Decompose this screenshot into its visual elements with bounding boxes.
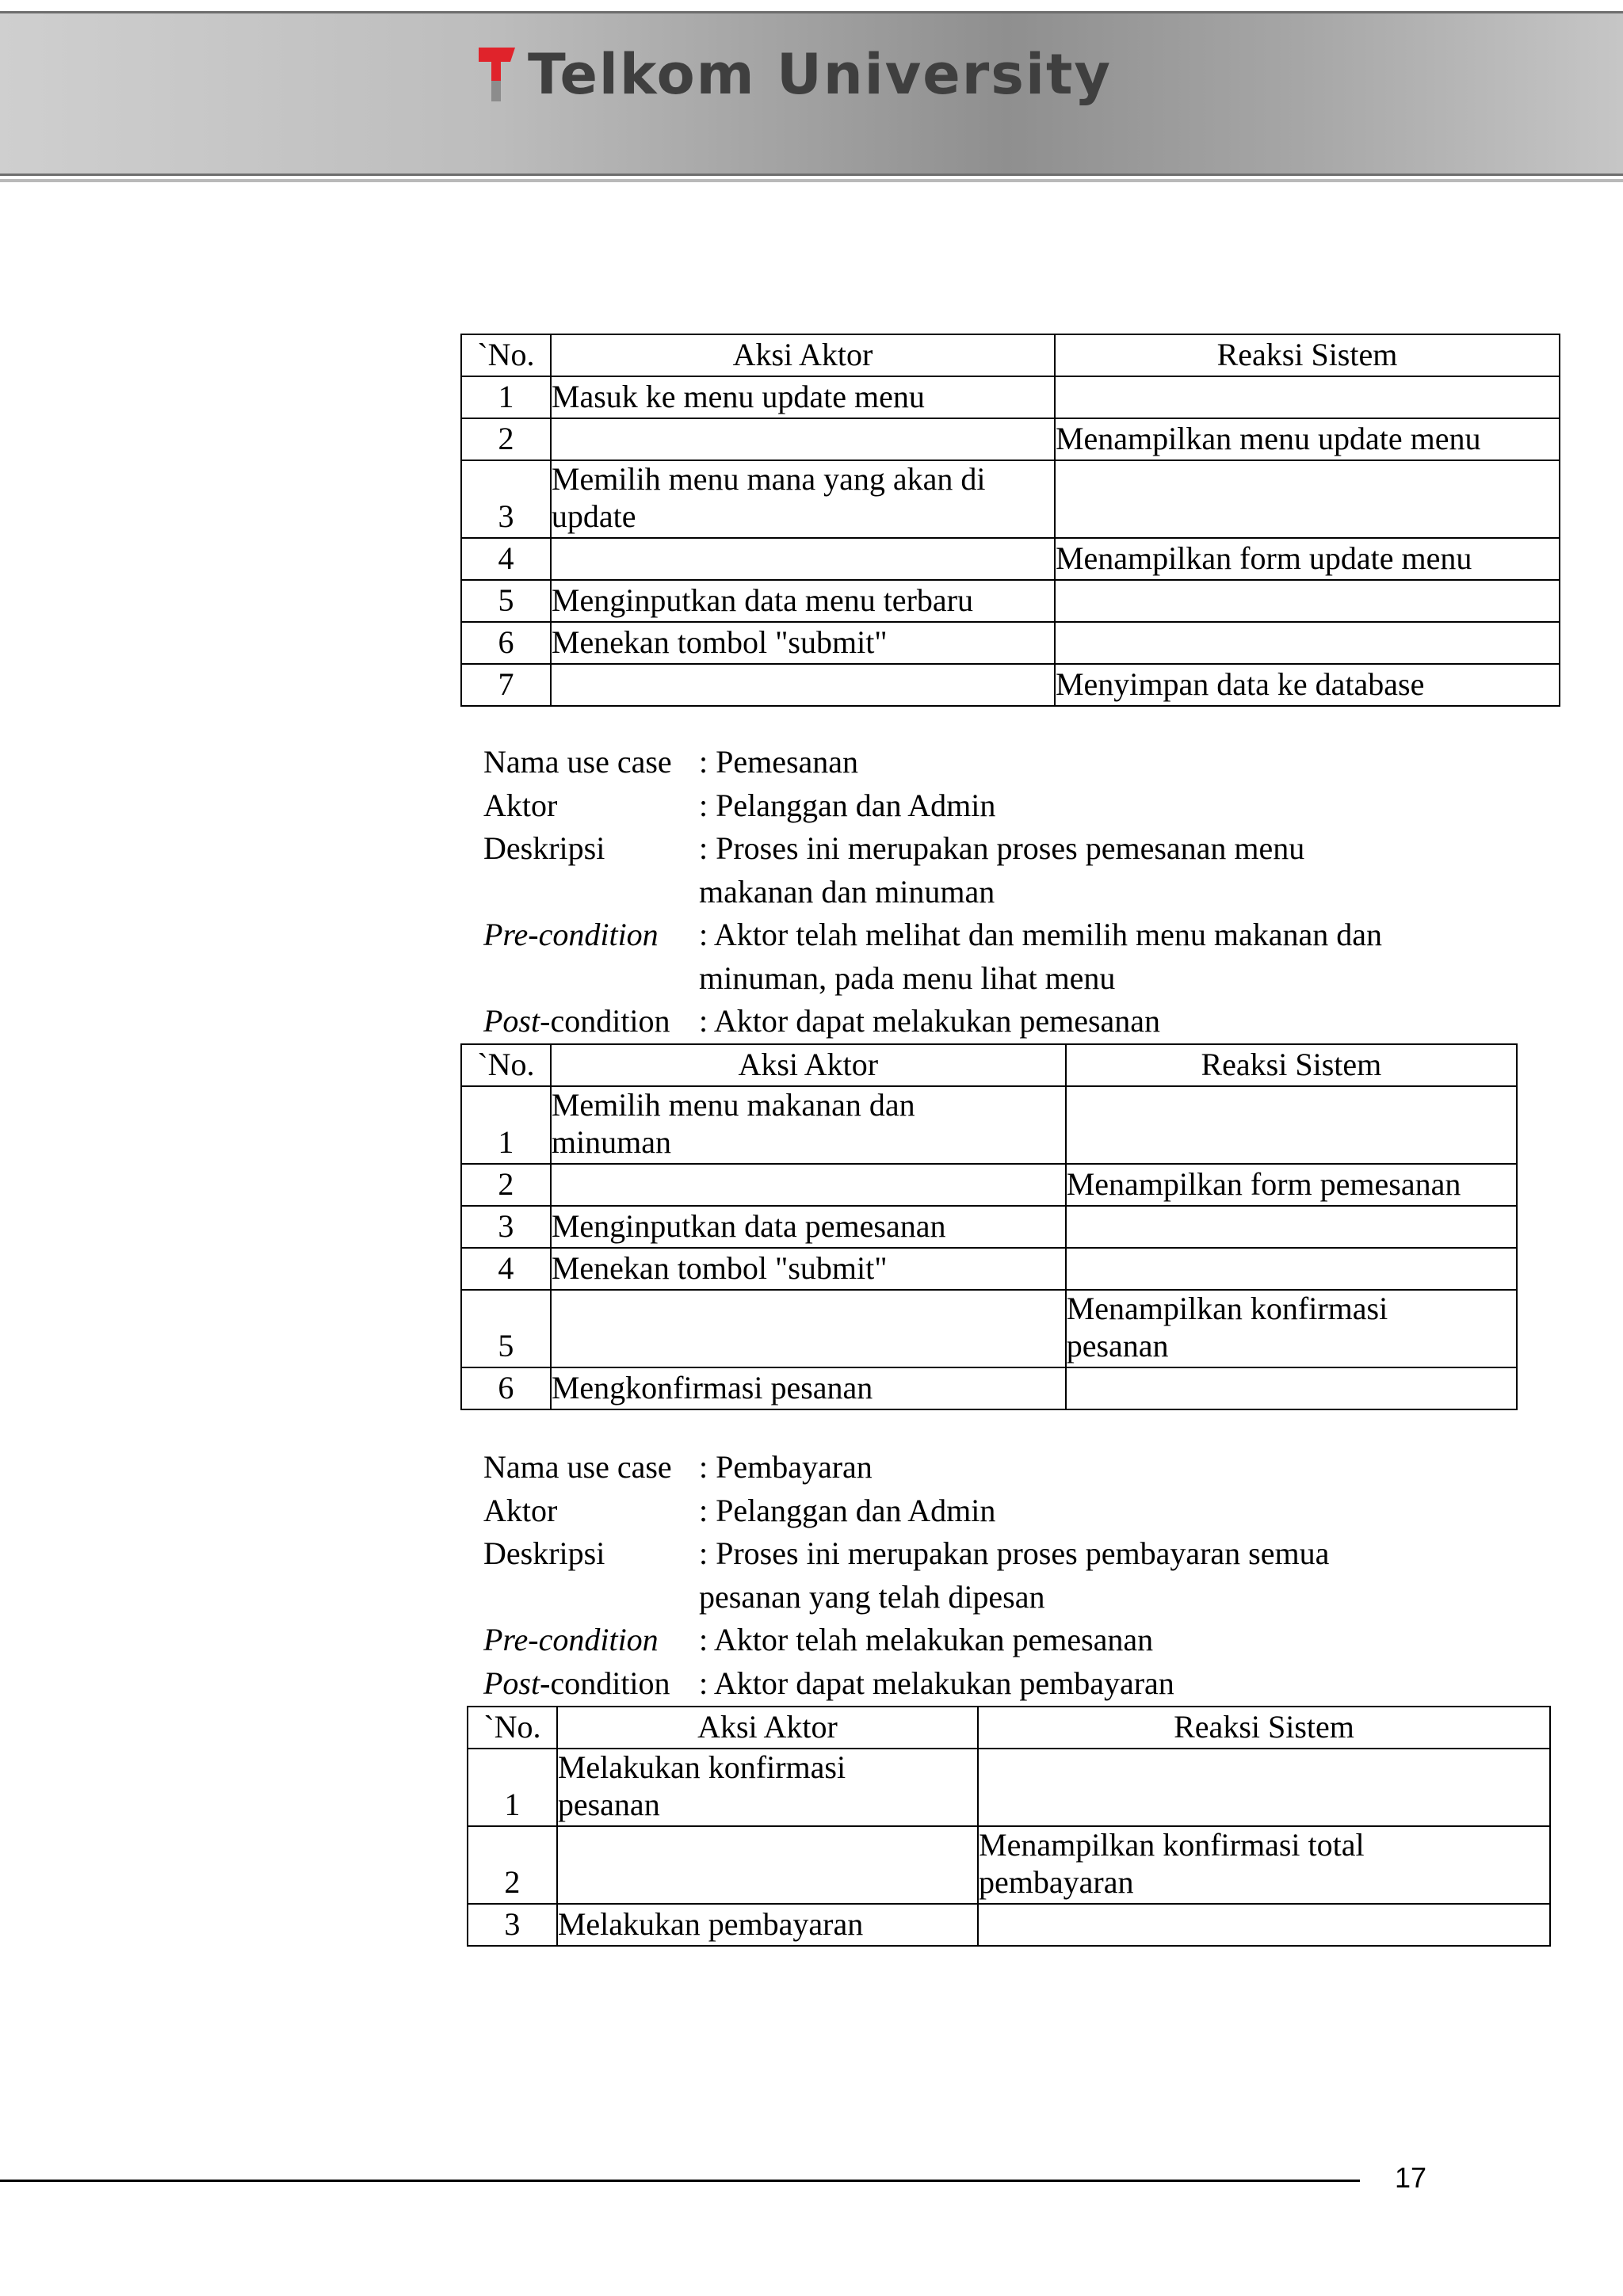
cell-aksi: Memilih menu makanan dan minuman xyxy=(551,1086,1066,1164)
value-deskripsi: : Proses ini merupakan proses pembayaran semua pesanan yang telah dipesan xyxy=(699,1535,1330,1615)
table-row xyxy=(461,622,1560,664)
header-no: `No. xyxy=(461,1044,551,1086)
value-post-condition: : Aktor dapat melakukan pemesanan xyxy=(699,1003,1161,1039)
cell-reaksi xyxy=(1055,622,1560,664)
label-deskripsi: Deskripsi xyxy=(483,1535,605,1571)
cell-aksi xyxy=(551,1290,1066,1367)
cell-reaksi xyxy=(1066,1367,1517,1409)
label-deskripsi: Deskripsi xyxy=(483,830,605,866)
cell-reaksi: Menampilkan form pemesanan xyxy=(1066,1164,1517,1206)
cell-no: 2 xyxy=(468,1826,557,1904)
label-post-italic: Post xyxy=(483,1003,540,1039)
table-row xyxy=(461,1367,1517,1409)
cell-no: 7 xyxy=(461,664,551,706)
label-aktor: Aktor xyxy=(483,1492,558,1528)
cell-aksi: Menginputkan data pemesanan xyxy=(551,1206,1066,1248)
cell-reaksi xyxy=(1055,580,1560,622)
label-pre-condition: Pre-condition xyxy=(483,1622,659,1657)
telkom-university-logo xyxy=(479,43,1112,106)
table-pembayaran xyxy=(467,1706,1551,1947)
cell-reaksi xyxy=(978,1904,1550,1946)
label-aktor: Aktor xyxy=(483,787,558,823)
usecase-pembayaran-details xyxy=(483,1446,1381,1705)
table-row xyxy=(461,1248,1517,1290)
cell-no: 5 xyxy=(461,1290,551,1367)
table-row xyxy=(461,418,1560,460)
cell-aksi xyxy=(551,1164,1066,1206)
table-header-row xyxy=(468,1707,1550,1749)
table-row xyxy=(461,460,1560,538)
cell-aksi: Menekan tombol "submit" xyxy=(551,622,1055,664)
header-divider xyxy=(0,179,1623,182)
table-update-menu xyxy=(460,334,1560,707)
cell-aksi xyxy=(551,538,1055,580)
cell-reaksi xyxy=(1066,1248,1517,1290)
table-header-row xyxy=(461,1044,1517,1086)
usecase-pemesanan-details xyxy=(483,741,1412,1043)
page-number: 17 xyxy=(1395,2161,1427,2194)
cell-no: 5 xyxy=(461,580,551,622)
table-pemesanan xyxy=(460,1043,1518,1410)
cell-no: 4 xyxy=(461,1248,551,1290)
value-deskripsi: : Proses ini merupakan proses pemesanan menu makanan dan minuman xyxy=(699,830,1305,910)
telkom-logo-icon xyxy=(479,46,515,103)
table-row xyxy=(461,580,1560,622)
header-no: `No. xyxy=(468,1707,557,1749)
cell-aksi xyxy=(551,664,1055,706)
cell-reaksi: Menampilkan konfirmasi total pembayaran xyxy=(978,1826,1550,1904)
table-row xyxy=(468,1904,1550,1946)
label-post-rest: -condition xyxy=(540,1665,670,1701)
table-row xyxy=(468,1826,1550,1904)
value-aktor: : Pelanggan dan Admin xyxy=(699,1492,996,1528)
label-pre-condition: Pre-condition xyxy=(483,917,659,952)
cell-reaksi xyxy=(978,1749,1550,1826)
table-row xyxy=(461,1206,1517,1248)
cell-no: 4 xyxy=(461,538,551,580)
cell-reaksi: Menampilkan konfirmasi pesanan xyxy=(1066,1290,1517,1367)
cell-reaksi xyxy=(1066,1086,1517,1164)
logo-text: Telkom University xyxy=(528,42,1113,107)
header-aksi-aktor: Aksi Aktor xyxy=(557,1707,978,1749)
cell-reaksi: Menampilkan menu update menu xyxy=(1055,418,1560,460)
header-reaksi-sistem: Reaksi Sistem xyxy=(978,1707,1550,1749)
label-nama-use-case: Nama use case xyxy=(483,1449,672,1485)
cell-aksi: Menekan tombol "submit" xyxy=(551,1248,1066,1290)
cell-aksi: Masuk ke menu update menu xyxy=(551,376,1055,418)
value-pre-condition: : Aktor telah melakukan pemesanan xyxy=(699,1622,1154,1657)
table-header-row xyxy=(461,334,1560,376)
table-row xyxy=(461,1290,1517,1367)
cell-aksi: Melakukan pembayaran xyxy=(557,1904,978,1946)
cell-reaksi xyxy=(1055,376,1560,418)
value-nama-use-case: : Pemesanan xyxy=(699,744,859,780)
table-row xyxy=(461,1164,1517,1206)
value-aktor: : Pelanggan dan Admin xyxy=(699,787,996,823)
table-row xyxy=(461,376,1560,418)
header-aksi-aktor: Aksi Aktor xyxy=(551,1044,1066,1086)
header-reaksi-sistem: Reaksi Sistem xyxy=(1066,1044,1517,1086)
header-no: `No. xyxy=(461,334,551,376)
label-post-condition xyxy=(483,1000,699,1043)
cell-no: 3 xyxy=(461,460,551,538)
label-post-rest: -condition xyxy=(540,1003,670,1039)
cell-no: 1 xyxy=(461,1086,551,1164)
cell-no: 3 xyxy=(461,1206,551,1248)
table-row xyxy=(461,1086,1517,1164)
cell-no: 1 xyxy=(468,1749,557,1826)
footer-rule xyxy=(0,2180,1360,2182)
cell-no: 3 xyxy=(468,1904,557,1946)
cell-reaksi xyxy=(1055,460,1560,538)
cell-aksi: Menginputkan data menu terbaru xyxy=(551,580,1055,622)
table-row xyxy=(461,664,1560,706)
cell-no: 6 xyxy=(461,622,551,664)
cell-no: 6 xyxy=(461,1367,551,1409)
label-post-italic: Post xyxy=(483,1665,540,1701)
value-pre-condition: : Aktor telah melihat dan memilih menu makanan dan minuman, pada menu lihat menu xyxy=(699,917,1382,996)
label-nama-use-case: Nama use case xyxy=(483,744,672,780)
cell-aksi: Mengkonfirmasi pesanan xyxy=(551,1367,1066,1409)
cell-reaksi: Menyimpan data ke database xyxy=(1055,664,1560,706)
table-row xyxy=(461,538,1560,580)
value-post-condition: : Aktor dapat melakukan pembayaran xyxy=(699,1665,1174,1701)
cell-aksi xyxy=(551,418,1055,460)
header-reaksi-sistem: Reaksi Sistem xyxy=(1055,334,1560,376)
cell-reaksi: Menampilkan form update menu xyxy=(1055,538,1560,580)
cell-aksi xyxy=(557,1826,978,1904)
cell-no: 2 xyxy=(461,418,551,460)
value-nama-use-case: : Pembayaran xyxy=(699,1449,873,1485)
cell-no: 1 xyxy=(461,376,551,418)
cell-aksi: Melakukan konfirmasi pesanan xyxy=(557,1749,978,1826)
header-aksi-aktor: Aksi Aktor xyxy=(551,334,1055,376)
label-post-condition xyxy=(483,1662,699,1706)
cell-aksi: Memilih menu mana yang akan di update xyxy=(551,460,1055,538)
cell-no: 2 xyxy=(461,1164,551,1206)
table-row xyxy=(468,1749,1550,1826)
cell-reaksi xyxy=(1066,1206,1517,1248)
